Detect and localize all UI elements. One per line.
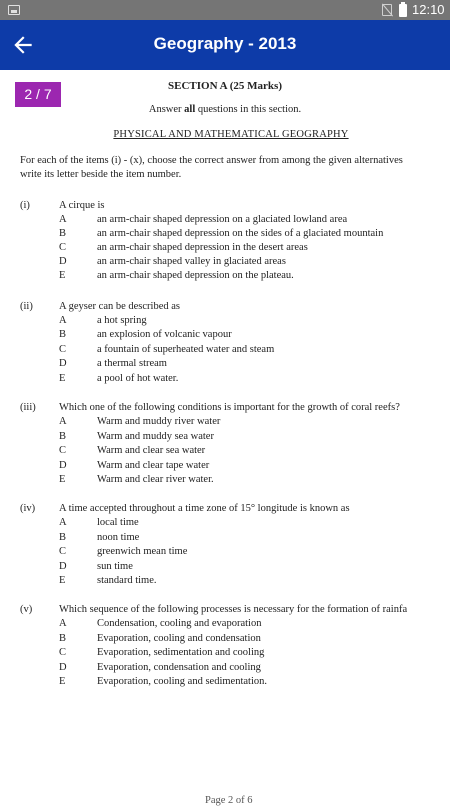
option-letter: D <box>59 460 67 471</box>
option-letter: E <box>59 373 66 384</box>
option-text: a pool of hot water. <box>97 373 179 384</box>
option-text: an arm-chair shaped depression on the plateau. <box>97 270 294 281</box>
status-bar <box>0 0 450 20</box>
option-letter: B <box>59 633 67 644</box>
option-text: Warm and muddy sea water <box>97 431 214 442</box>
document-viewer[interactable] <box>0 70 450 806</box>
no-sim-icon <box>382 4 392 16</box>
question-text: A geyser can be described as <box>59 301 180 312</box>
option-letter: B <box>59 431 67 442</box>
option-letter: D <box>59 561 67 572</box>
option-letter: B <box>59 329 67 340</box>
option-text: Warm and clear river water. <box>97 474 214 485</box>
question-number: (iv) <box>20 503 36 514</box>
question-number: (i) <box>20 200 30 211</box>
page-title: Geography - 2013 <box>153 34 297 53</box>
option-letter: B <box>59 532 67 543</box>
option-text: an arm-chair shaped depression on the sides of a glaciated mountain <box>97 228 384 239</box>
option-letter: C <box>59 242 67 253</box>
app-bar <box>0 20 450 70</box>
option-text: Evaporation, condensation and cooling <box>97 662 261 673</box>
option-letter: B <box>59 228 67 239</box>
option-text: Warm and clear sea water <box>97 445 206 456</box>
option-letter: A <box>59 416 67 427</box>
option-letter: C <box>59 546 67 557</box>
option-letter: D <box>59 358 67 369</box>
option-text: standard time. <box>97 575 157 586</box>
option-letter: E <box>59 575 66 586</box>
section-title: SECTION A (25 Marks) <box>168 80 282 92</box>
option-text: an explosion of volcanic vapour <box>97 329 232 340</box>
instruction-line-1: For each of the items (i) - (x), choose the correct answer from among the given alternatives <box>20 155 403 166</box>
option-text: noon time <box>97 532 140 543</box>
option-text: a hot spring <box>97 315 147 326</box>
option-text: Warm and clear tape water <box>97 460 210 471</box>
option-letter: A <box>59 214 67 225</box>
question-text: Which sequence of the following processes is necessary for the formation of rainfa <box>59 604 408 615</box>
option-text: Evaporation, sedimentation and cooling <box>97 647 265 658</box>
section-heading: PHYSICAL AND MATHEMATICAL GEOGRAPHY <box>113 129 349 140</box>
section-instruction-bold: all <box>184 104 196 115</box>
option-letter: D <box>59 256 67 267</box>
option-text: greenwich mean time <box>97 546 188 557</box>
section-instruction <box>0 103 450 116</box>
option-text: a thermal stream <box>97 358 167 369</box>
question-number: (v) <box>20 604 33 615</box>
question-number: (ii) <box>20 301 33 312</box>
option-letter: E <box>59 474 66 485</box>
page-footer: Page 2 of 6 <box>205 795 253 806</box>
option-letter: C <box>59 445 67 456</box>
question-text: A cirque is <box>59 200 105 211</box>
option-letter: C <box>59 647 67 658</box>
option-letter: E <box>59 270 66 281</box>
gallery-notification-icon <box>8 5 20 15</box>
page-indicator-badge: 2 / 7 <box>15 82 61 107</box>
option-text: an arm-chair shaped depression on a glaciated lowland area <box>97 214 348 225</box>
option-letter: A <box>59 315 67 326</box>
option-letter: D <box>59 662 67 673</box>
section-instruction-suffix: questions in this section. <box>195 104 302 115</box>
option-text: Warm and muddy river water <box>97 416 221 427</box>
option-text: local time <box>97 517 139 528</box>
option-text: an arm-chair shaped valley in glaciated areas <box>97 256 286 267</box>
question-number: (iii) <box>20 402 36 413</box>
instruction-line-2: write its letter beside the item number. <box>20 169 182 180</box>
battery-icon <box>399 4 407 17</box>
option-letter: C <box>59 344 67 355</box>
option-text: an arm-chair shaped depression in the desert areas <box>97 242 308 253</box>
option-letter: A <box>59 517 67 528</box>
option-letter: A <box>59 618 67 629</box>
section-instruction-prefix: Answer <box>148 104 185 115</box>
question-text: A time accepted throughout a time zone of 15° longitude is known as <box>59 503 350 514</box>
status-time: 12:10 <box>412 2 445 17</box>
option-text: Condensation, cooling and evaporation <box>97 618 262 629</box>
question-text: Which one of the following conditions is important for the growth of coral reefs? <box>59 402 400 413</box>
option-text: sun time <box>97 561 133 572</box>
option-text: Evaporation, cooling and condensation <box>97 633 261 644</box>
option-letter: E <box>59 676 66 687</box>
option-text: a fountain of superheated water and steam <box>97 344 275 355</box>
option-text: Evaporation, cooling and sedimentation. <box>97 676 267 687</box>
